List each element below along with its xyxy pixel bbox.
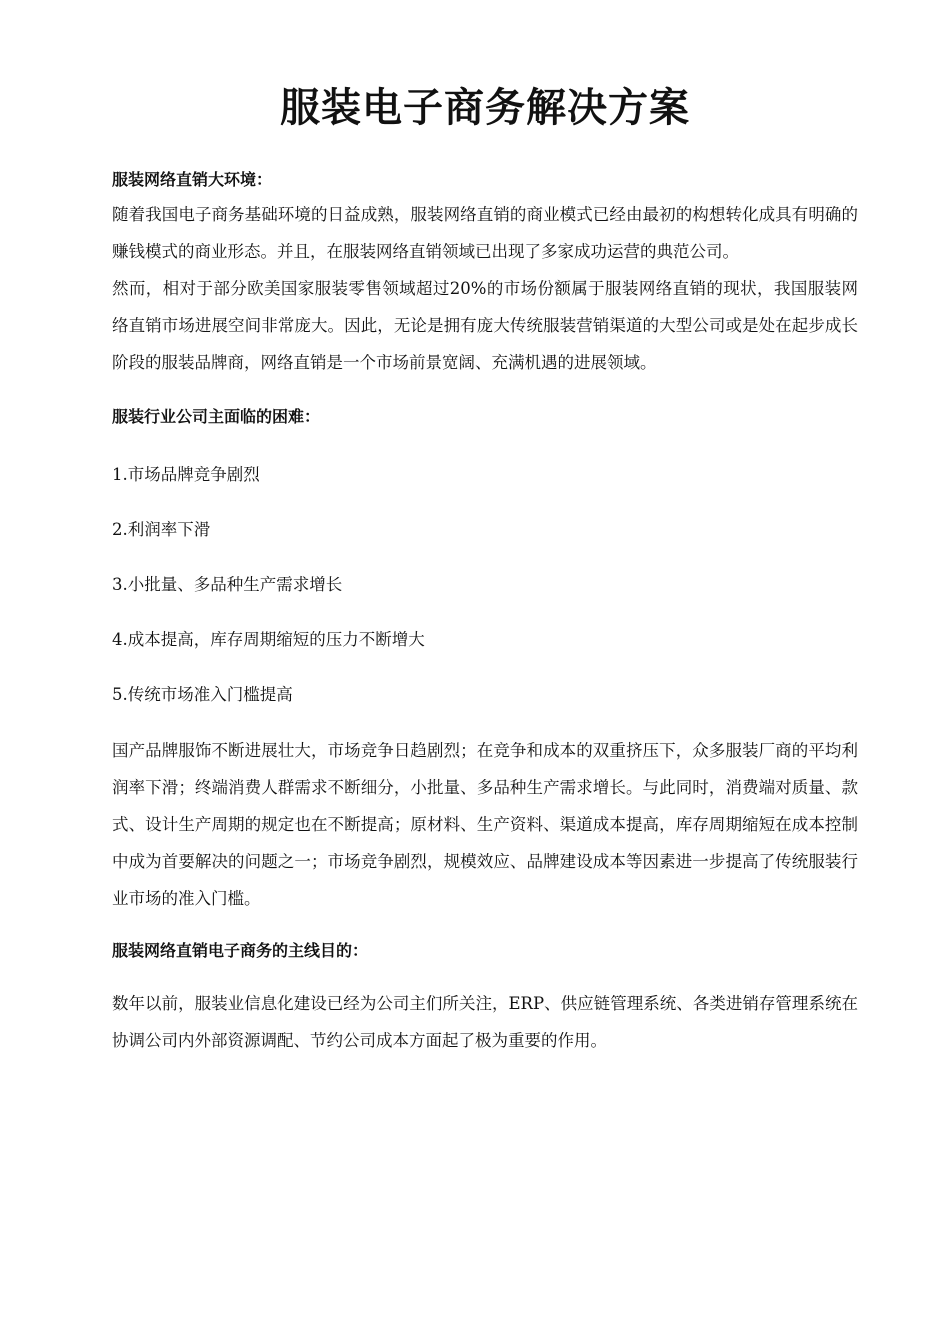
list-item: 1.市场品牌竞争剧烈 xyxy=(112,465,260,484)
section-heading: 服装网络直销大环境： xyxy=(112,170,273,189)
paragraph: 国产品牌服饰不断进展壮大，市场竞争日趋剧烈；在竞争和成本的双重挤压下，众多服装厂商的平均利润率下滑；终端消费人群需求不断细分，小批量、多品种生产需求增长。与此同时，消费端对质量、款式、设计生产周期的规定也在不断提高；原材料、生产资料、渠道成本提高，库存周期缩短在成本控制中成为首要解决的问题之一；市场竞争剧烈，规模效应、品牌建设成本等因素进一步提高了传统服装行业市场的准入门槛。 xyxy=(112,741,858,908)
section-heading: 服装行业公司主面临的困难： xyxy=(112,407,321,426)
difficulty-list xyxy=(112,447,858,722)
paragraph: 随着我国电子商务基础环境的日益成熟，服装网络直销的商业模式已经由最初的构想转化成具有明确的赚钱模式的商业形态。并且，在服装网络直销领域已出现了多家成功运营的典范公司。 xyxy=(112,205,858,261)
document-title: 服装电子商务解决方案 xyxy=(280,85,690,131)
section-heading: 服装网络直销电子商务的主线目的： xyxy=(112,941,369,960)
list-item: 5.传统市场准入门槛提高 xyxy=(112,685,293,704)
section-market-environment xyxy=(112,164,858,381)
section-main-goals xyxy=(112,935,858,1059)
paragraph: 数年以前，服装业信息化建设已经为公司主们所关注，ERP、供应链管理系统、各类进销存管理系统在协调公司内外部资源调配、节约公司成本方面起了极为重要的作用。 xyxy=(112,994,858,1050)
list-item: 2.利润率下滑 xyxy=(112,520,211,539)
paragraph: 然而，相对于部分欧美国家服装零售领域超过20%的市场份额属于服装网络直销的现状，我国服装网络直销市场进展空间非常庞大。因此，无论是拥有庞大传统服装营销渠道的大型公司或是处在起步成长阶段的服装品牌商，网络直销是一个市场前景宽阔、充满机遇的进展领域。 xyxy=(112,279,858,372)
list-item: 3.小批量、多品种生产需求增长 xyxy=(112,575,343,594)
section-difficulties xyxy=(112,401,858,917)
list-item: 4.成本提高，库存周期缩短的压力不断增大 xyxy=(112,630,425,649)
